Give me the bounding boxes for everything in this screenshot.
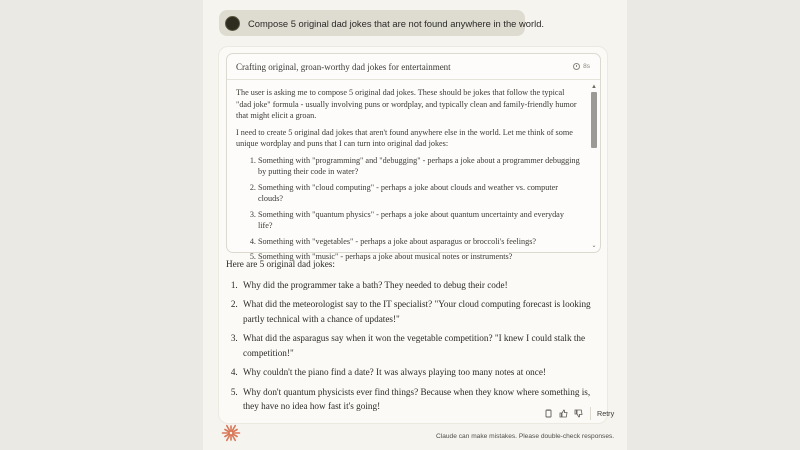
scroll-up-icon[interactable]: ▲ <box>591 84 597 90</box>
thinking-content <box>227 81 588 261</box>
thinking-list-item: 5. Something with "music" - perhaps a joke about musical notes or instruments? <box>258 251 580 263</box>
copy-icon[interactable] <box>543 408 553 418</box>
thinking-scrollbar[interactable] <box>590 84 598 249</box>
thinking-time-label: 8s <box>583 63 590 70</box>
left-background <box>0 0 203 450</box>
joke-item: 1. Why did the programmer take a bath? They needed to debug their code! <box>240 278 596 293</box>
right-background <box>597 0 800 450</box>
thinking-list-item: 1. Something with "programming" and "debugging" - perhaps a joke about a programmer debugging by putting their code in water? <box>258 155 580 178</box>
thinking-paragraph: I need to create 5 original dad jokes that aren't found anywhere else in the world. Let me think of some unique wordplay and puns that I can turn into original dad jokes: <box>236 127 573 148</box>
response-actions <box>543 405 618 421</box>
chevron-down-icon[interactable]: ⌄ <box>591 243 597 249</box>
scrollbar-thumb[interactable] <box>591 92 597 148</box>
joke-item: 4. Why couldn't the piano find a date? It was always playing too many notes at once! <box>240 365 596 380</box>
retry-button[interactable]: Retry <box>590 407 618 420</box>
thinking-paragraph: The user is asking me to compose 5 original dad jokes. These should be jokes that follow the typical "dad joke" formula - usually involving puns or wordplay, and typically clean and family-friendly humor that might elicit a groan. <box>236 88 577 120</box>
thumbs-up-icon[interactable] <box>558 408 568 418</box>
thinking-title: Crafting original, groan-worthy dad jokes for entertainment <box>236 61 451 72</box>
user-message-text: Compose 5 original dad jokes that are not found anywhere in the world. <box>248 17 545 29</box>
thinking-header[interactable] <box>227 54 600 80</box>
clock-icon <box>573 63 580 70</box>
assistant-answer <box>226 257 596 419</box>
jokes-list <box>226 278 596 414</box>
joke-item: 2. What did the meteorologist say to the IT specialist? "Your cloud computing forecast is looking partly technical with a chance of updates!" <box>240 297 596 326</box>
claude-logo-icon <box>221 423 241 443</box>
joke-item: 3. What did the asparagus say when it won the vegetable competition? "I knew I could stalk the competition!" <box>240 331 596 360</box>
user-message <box>219 10 545 36</box>
thinking-list-item: 3. Something with "quantum physics" - perhaps a joke about quantum uncertainty and everyday life? <box>258 209 580 232</box>
thinking-list <box>244 155 580 263</box>
answer-intro: Here are 5 original dad jokes: <box>226 259 335 269</box>
thumbs-down-icon[interactable] <box>573 408 583 418</box>
thinking-list-item: 4. Something with "vegetables" - perhaps a joke about asparagus or broccoli's feelings? <box>258 236 580 248</box>
thinking-panel[interactable] <box>226 53 601 261</box>
thinking-duration <box>573 63 590 70</box>
disclaimer-text: Claude can make mistakes. Please double-check responses. <box>436 433 615 440</box>
user-avatar <box>225 16 240 31</box>
joke-item: 5. Why don't quantum physicists ever find things? Because when they know where something is, they have no idea how fast it's going! <box>240 385 596 414</box>
thinking-list-item: 2. Something with "cloud computing" - perhaps a joke about clouds and weather vs. computer clouds? <box>258 182 580 205</box>
